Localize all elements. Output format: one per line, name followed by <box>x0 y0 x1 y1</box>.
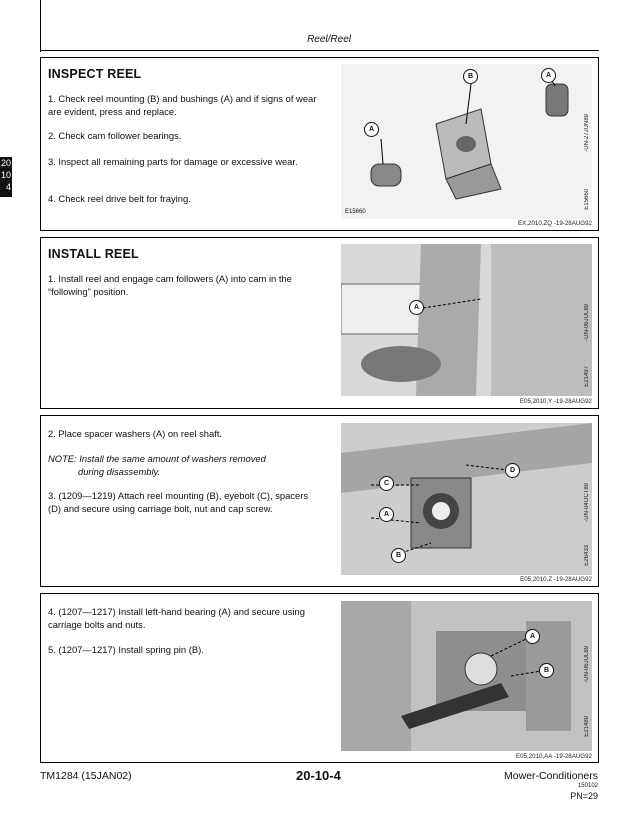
page-header <box>40 28 599 51</box>
image-id-vertical: E26433 <box>584 545 590 566</box>
callout-b: B <box>463 69 478 84</box>
reel-mounting-illustration <box>341 64 592 219</box>
callout-a: A <box>364 122 379 137</box>
step-paragraph: 2. Place spacer washers (A) on reel shaft. <box>48 428 223 439</box>
image-id-vertical: -UN-06JUL89 <box>584 646 590 683</box>
figure-caption: E05,2010,Z -19-28AUG92 <box>520 576 592 583</box>
step-paragraph: 2. Check cam follower bearings. <box>48 130 182 141</box>
section-title: INSPECT REEL <box>48 67 142 81</box>
section-tab-line: 10 <box>0 170 11 180</box>
callout-a: A <box>379 507 394 522</box>
step-paragraph: 5. (1207—1217) Install spring pin (B). <box>48 644 204 655</box>
footer-page-number: 20-10-4 <box>296 768 341 783</box>
note-text: Install the same amount of washers removed <box>79 453 266 464</box>
section-install-reel <box>40 237 599 409</box>
callout-d: D <box>505 463 520 478</box>
image-id-vertical: E21497 <box>584 366 590 387</box>
figure-caption: E05,2010,AA -19-28AUG92 <box>515 753 592 760</box>
callout-a: A <box>525 629 540 644</box>
reel-mounting-photo-drawing <box>341 423 592 575</box>
header-title: Reel/Reel <box>307 34 351 45</box>
footer-date-code: 150102 <box>577 783 598 789</box>
install-reel-photo <box>341 244 592 396</box>
install-reel-drawing <box>341 244 592 396</box>
section-left-hand-bearing <box>40 593 599 763</box>
section-tab <box>0 157 12 197</box>
callout-a: A <box>409 300 424 315</box>
note <box>48 452 318 478</box>
section-title: INSTALL REEL <box>48 247 139 261</box>
image-id-vertical: E21489 <box>584 716 590 737</box>
bearing-photo-drawing <box>341 601 592 751</box>
note-text: during disassembly. <box>78 466 161 477</box>
step-paragraph: 3. Inspect all remaining parts for damage or excessive wear. <box>48 156 298 167</box>
callout-b: B <box>539 663 554 678</box>
step-paragraph: 4. Check reel drive belt for fraying. <box>48 193 191 204</box>
section-tab-line: 4 <box>5 182 11 192</box>
note-label: NOTE: <box>48 453 77 464</box>
image-id-vertical: -UN-06JUL89 <box>584 304 590 341</box>
footer-manual-id: TM1284 (15JAN02) <box>40 770 132 782</box>
footer-product: Mower-Conditioners <box>504 770 598 782</box>
reel-mounting-drawing <box>341 64 592 219</box>
step-paragraph: 1. Check reel mounting (B) and bushings (A) and if signs of wear are evident, press and replace. <box>48 93 317 117</box>
step-paragraph: 3. (1209—1219) Attach reel mounting (B), eyebolt (C), spacers (D) and secure using carriage bolt, nut and cap screw. <box>48 490 309 514</box>
reel-mounting-photo <box>341 423 592 575</box>
callout-b: B <box>391 548 406 563</box>
step-paragraph: 1. Install reel and engage cam followers (A) into cam in the “following” position. <box>48 273 292 297</box>
callout-a: A <box>541 68 556 83</box>
footer-pn: PN=29 <box>570 791 598 801</box>
section-spacer-washers <box>40 415 599 587</box>
step-paragraph: 4. (1207—1217) Install left-hand bearing (A) and secure using carriage bolts and nuts. <box>48 606 305 630</box>
image-stamp: E15660 <box>345 209 366 215</box>
image-id-vertical: -UN-27JUN89 <box>584 114 590 152</box>
callout-c: C <box>379 476 394 491</box>
section-inspect-reel <box>40 57 599 231</box>
figure-caption: EX,2010,ZQ -19-28AUG92 <box>518 220 592 227</box>
figure-caption: E05,2010,Y -19-28AUG92 <box>519 398 592 405</box>
image-id-vertical: -UN-04OCT89 <box>584 483 590 522</box>
bearing-photo <box>341 601 592 751</box>
section-tab-line: 20 <box>0 158 11 168</box>
image-id-vertical: E15660 <box>584 189 590 210</box>
